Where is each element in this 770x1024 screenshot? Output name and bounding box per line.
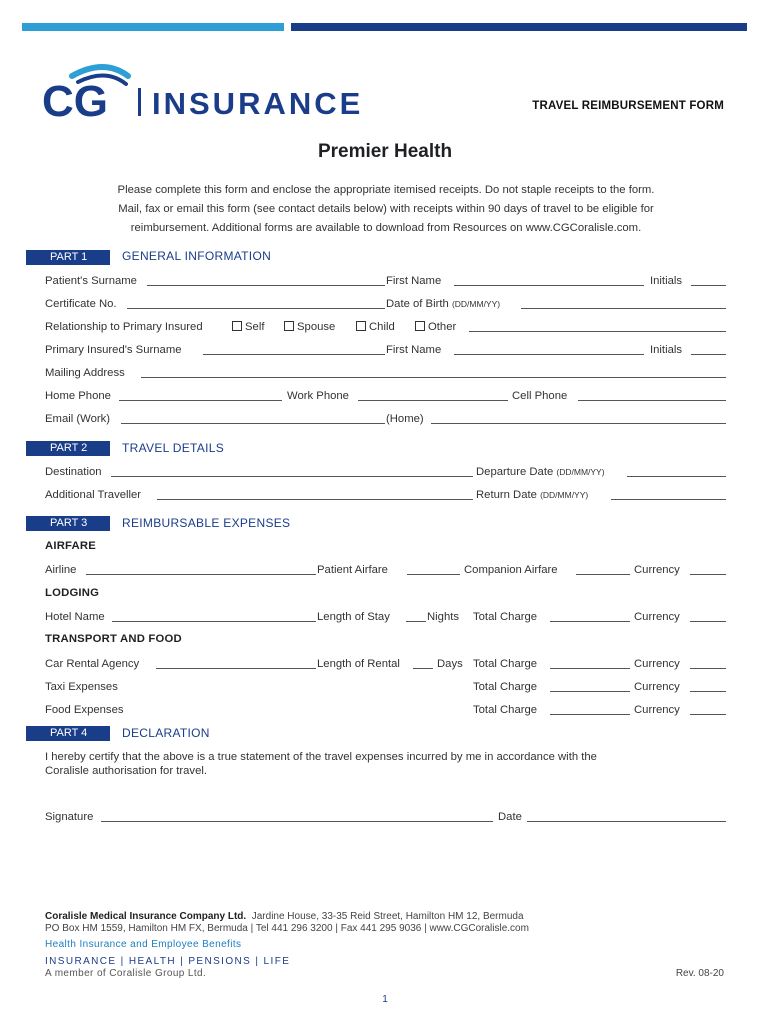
additional-traveller-row: Additional Traveller Return Date (DD/MM/YY) [45,488,726,502]
company-contact: PO Box HM 1559, Hamilton HM FX, Bermuda | Tel 441 296 3200 | Fax 441 295 9036 | www.CGCoralisle.com [45,923,529,934]
primary-surname-input[interactable] [203,354,385,355]
mailing-address-row: Mailing Address [45,366,726,380]
checkbox-icon [415,321,425,331]
spouse-checkbox[interactable]: Spouse [284,320,335,334]
footer-member: A member of Coralisle Group Ltd. [45,968,207,979]
patient-surname-input[interactable] [147,285,385,286]
taxi-row: Taxi Expenses Total Charge Currency [45,680,726,694]
airfare-currency-input[interactable] [690,574,726,575]
lodging-heading: LODGING [45,587,100,599]
food-total-charge-input[interactable] [550,714,630,715]
primary-first-name-input[interactable] [454,354,644,355]
hotel-row: Hotel Name Length of Stay Nights Total Charge Currency [45,610,726,624]
airfare-heading: AIRFARE [45,540,96,552]
revision-number: Rev. 08-20 [675,968,724,979]
mailing-address-input[interactable] [141,377,726,378]
company-address: Jardine House, 33-35 Reid Street, Hamilton HM 12, Bermuda [251,911,524,922]
date-of-birth-input[interactable] [521,308,726,309]
companion-airfare-input[interactable] [576,574,630,575]
patient-airfare-input[interactable] [407,574,460,575]
checkbox-icon [232,321,242,331]
intro-text [60,181,712,238]
relationship-row: Relationship to Primary Insured Self Spouse Child Other [45,320,726,334]
airline-input[interactable] [86,574,316,575]
footer-lines-of-business: INSURANCE | HEALTH | PENSIONS | LIFE [45,956,291,967]
other-relationship-input[interactable] [469,331,726,332]
logo-mark: CG [42,77,108,122]
intro-line: Please complete this form and enclose the appropriate itemised receipts. Do not staple receipts to the form. [117,184,655,196]
cg-insurance-logo [42,62,392,122]
page-title: Premier Health [317,141,453,162]
primary-initials-input[interactable] [691,354,726,355]
phone-row: Home Phone Work Phone Cell Phone [45,389,726,403]
child-checkbox[interactable]: Child [356,320,395,334]
length-of-stay-input[interactable] [406,621,426,622]
transport-food-heading: TRANSPORT AND FOOD [45,633,182,645]
airline-row: Airline Patient Airfare Companion Airfare Currency [45,563,726,577]
top-accent-bar-light [22,23,284,31]
signature-date-input[interactable] [527,821,726,822]
form-title: TRAVEL REIMBURSEMENT FORM [532,100,724,112]
certificate-row: Certificate No. Date of Birth (DD/MM/YY) [45,297,726,311]
departure-date-input[interactable] [627,476,726,477]
food-currency-input[interactable] [690,714,726,715]
additional-traveller-input[interactable] [157,499,473,500]
part-2-title: TRAVEL DETAILS [122,441,225,455]
patient-initials-input[interactable] [691,285,726,286]
email-row: Email (Work) (Home) [45,412,726,426]
certificate-no-input[interactable] [127,308,385,309]
signature-input[interactable] [101,821,493,822]
taxi-currency-input[interactable] [690,691,726,692]
email-work-input[interactable] [121,423,385,424]
hotel-currency-input[interactable] [690,621,726,622]
patient-first-name-input[interactable] [454,285,644,286]
email-home-input[interactable] [431,423,726,424]
logo-wordmark: INSURANCE [152,86,364,121]
part-1-title: GENERAL INFORMATION [122,249,272,263]
intro-line: reimbursement. Additional forms are available to download from Resources on www.CGCoralisle.com. [130,222,642,234]
return-date-input[interactable] [611,499,726,500]
destination-input[interactable] [111,476,473,477]
car-total-charge-input[interactable] [550,668,630,669]
checkbox-icon [284,321,294,331]
top-accent-bar-navy [291,23,747,31]
part-1-badge: PART 1 [26,250,110,265]
declaration-text: I hereby certify that the above is a true statement of the travel expenses incurred by me in accordance with the Coralisle authorisation for travel. [45,751,597,777]
part-3-badge: PART 3 [26,516,110,531]
taxi-total-charge-input[interactable] [550,691,630,692]
part-3-title: REIMBURSABLE EXPENSES [122,516,291,530]
food-row: Food Expenses Total Charge Currency [45,703,726,717]
work-phone-input[interactable] [358,400,508,401]
page-number: 1 [382,994,388,1005]
self-checkbox[interactable]: Self [232,320,264,334]
destination-row: Destination Departure Date (DD/MM/YY) [45,465,726,479]
patient-name-row: Patient's Surname First Name Initials [45,274,726,288]
footer-company-info [45,911,726,935]
signature-row: Signature Date [45,810,726,824]
car-rental-agency-input[interactable] [156,668,316,669]
primary-insured-row: Primary Insured's Surname First Name Initials [45,343,726,357]
footer-benefits: Health Insurance and Employee Benefits [45,939,242,950]
car-rental-row: Car Rental Agency Length of Rental Days Total Charge Currency [45,657,726,671]
home-phone-input[interactable] [119,400,282,401]
car-currency-input[interactable] [690,668,726,669]
part-4-title: DECLARATION [122,726,210,740]
checkbox-icon [356,321,366,331]
hotel-name-input[interactable] [112,621,316,622]
length-of-rental-input[interactable] [413,668,433,669]
cell-phone-input[interactable] [578,400,726,401]
company-name: Coralisle Medical Insurance Company Ltd. [45,911,247,922]
hotel-total-charge-input[interactable] [550,621,630,622]
intro-line: Mail, fax or email this form (see contact details below) with receipts within 90 days of travel to be eligible for [118,203,654,215]
part-2-badge: PART 2 [26,441,110,456]
part-4-badge: PART 4 [26,726,110,741]
other-checkbox[interactable]: Other [415,320,456,334]
